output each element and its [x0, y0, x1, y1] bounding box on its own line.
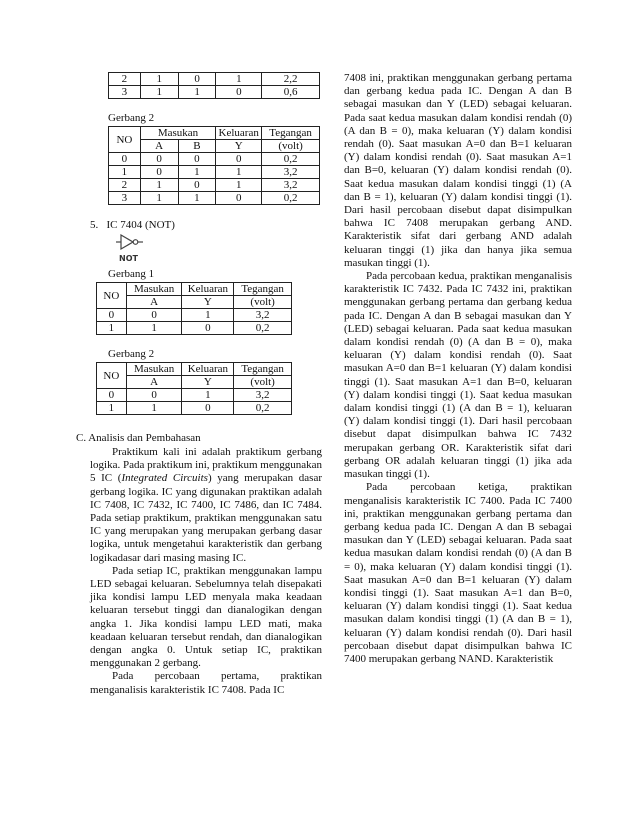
- table-row: [109, 153, 320, 166]
- not-gerbang1-table: [96, 282, 292, 335]
- table-cell: 3,2: [234, 389, 292, 402]
- header-no: NO: [109, 127, 141, 153]
- header-y: Y: [216, 140, 262, 153]
- right-paragraph-3: Pada percobaan ketiga, praktikan menganalisis karakteristik IC 7400. Pada IC 7400 ini, praktikan menggunakan gerbang pertama dan gerbang kedua pada IC. Dengan A dan B sebagai masukan dan Y (LED) sebagai keluaran. Pada saat kedua masukan dalam kondisi rendah (0) (A dan B = 0), maka keluaran (Y) dalam kondisi tinggi (1). Saat masukan A=0 dan B=1 keluaran (Y) dalam kondisi tinggi (1). Saat masukan A=1 dan B=0, keluaran (Y) dalam kondisi tinggi (1). Saat kedua masukan dalam kondisi tinggi (1) (A dan B = 1), keluaran (Y) dalam kondisi rendah (0). Dari hasil percobaan disebut dapat disimpulkan bahwa IC 7400 merupakan gerbang NAND. Karakteristik: [344, 481, 572, 665]
- table-cell: 1: [178, 192, 216, 205]
- table-row: [109, 179, 320, 192]
- table-cell: 0,2: [234, 322, 292, 335]
- table-cell: 2,2: [262, 73, 320, 86]
- table-header-row: [97, 296, 292, 309]
- header-no: NO: [97, 283, 127, 309]
- header-volt: (volt): [262, 140, 320, 153]
- header-volt: (volt): [234, 376, 292, 389]
- table-cell: 1: [182, 389, 234, 402]
- table-cell: 0: [216, 153, 262, 166]
- table-cell: 1: [178, 166, 216, 179]
- table-cell: 0: [140, 153, 178, 166]
- header-no: NO: [97, 363, 127, 389]
- table-header-row: [97, 363, 292, 376]
- and-gerbang1-table-continued: [108, 72, 320, 99]
- table-cell: 1: [97, 322, 127, 335]
- table-cell: 1: [140, 192, 178, 205]
- table-cell: 1: [178, 86, 216, 99]
- not-gerbang2-table: [96, 362, 292, 415]
- table-row: [109, 73, 320, 86]
- table-header-row: [109, 140, 320, 153]
- table-header-row: [97, 376, 292, 389]
- paragraph-italic-term: Integrated Circuits: [121, 472, 208, 485]
- header-volt: (volt): [234, 296, 292, 309]
- section-c-paragraph-3: Pada percobaan pertama, praktikan menganalisis karakteristik IC 7408. Pada IC: [90, 670, 322, 696]
- header-tegangan: Tegangan: [234, 283, 292, 296]
- header-masukan: Masukan: [126, 363, 182, 376]
- table-cell: 1: [216, 73, 262, 86]
- table-cell: 3,2: [262, 166, 320, 179]
- not-gate-icon: [116, 234, 144, 254]
- table-row: [109, 86, 320, 99]
- header-keluaran: Keluaran: [182, 363, 234, 376]
- header-masukan: Masukan: [126, 283, 182, 296]
- not-section-heading: 5. IC 7404 (NOT): [90, 219, 175, 231]
- header-a: A: [126, 296, 182, 309]
- table-cell: 1: [216, 166, 262, 179]
- table-cell: 1: [216, 179, 262, 192]
- table-cell: 0: [182, 402, 234, 415]
- table-cell: 1: [126, 322, 182, 335]
- paragraph-text: Praktikum kali ini adalah praktikum gerbang logika. Pada praktikum ini, praktikum menggunakan 5 IC (: [90, 446, 322, 485]
- section-c-body: [76, 446, 322, 697]
- not-gate-figure: [76, 234, 322, 268]
- header-tegangan: Tegangan: [234, 363, 292, 376]
- section-c-paragraph-2: Pada setiap IC, praktikan menggunakan lampu LED sebagai keluaran. Sebelumnya telah disepakati jika kondisi lampu LED menyala maka keadaan keluaran tersebut tinggi dan dianalogikan dengan angka 1. Jika kondisi lampu LED mati, maka keadaan keluaran tersebut rendah, dan dianalogikan dengan angka 0. Untuk setiap IC, praktikan menggunakan 2 gerbang.: [90, 564, 322, 670]
- right-paragraph-2: Pada percobaan kedua, praktikan menganalisis karakteristik IC 7432. Pada IC 7432 ini, praktikan menggunakan gerbang pertama dan gerbang kedua pada IC. Dengan A dan B sebagai masukan dan Y (LED) sebagai keluaran. Pada saat kedua masukan dalam kondisi rendah (0) (A dan B = 0), maka keluaran (Y) dalam kondisi rendah (0). Saat masukan A=0 dan B=1 keluaran (Y) dalam kondisi tinggi (1). Saat masukan A=1 dan B=0, keluaran (Y) dalam kondisi tinggi (1). Saat kedua masukan dalam kondisi tinggi (1) (A dan B = 1), keluaran (Y) dalam kondisi tinggi (1). Dari hasil percobaan disebut dapat disimpulkan bahwa IC 7432 merupakan gerbang OR. Karakteristik sifat dari gerbang OR adalah keluaran tinggi (1) jika ada masukan tinggi (1).: [344, 270, 572, 481]
- table-cell: 1: [140, 73, 178, 86]
- table-cell: 0,2: [262, 153, 320, 166]
- left-column: [76, 72, 322, 697]
- and-gerbang2-table: [108, 126, 320, 205]
- table-cell: 3,2: [262, 179, 320, 192]
- not-gerbang1-caption: Gerbang 1: [108, 268, 155, 280]
- table-cell: 0: [182, 322, 234, 335]
- table-cell: 3: [109, 192, 141, 205]
- table-cell: 0: [126, 309, 182, 322]
- header-keluaran: Keluaran: [216, 127, 262, 140]
- table-cell: 1: [126, 402, 182, 415]
- header-keluaran: Keluaran: [182, 283, 234, 296]
- table-cell: 1: [97, 402, 127, 415]
- table-cell: 2: [109, 73, 141, 86]
- section-c-paragraph-1: [90, 446, 322, 565]
- table-row: [109, 192, 320, 205]
- table-cell: 2: [109, 179, 141, 192]
- table-cell: 3: [109, 86, 141, 99]
- table-cell: 1: [182, 309, 234, 322]
- not-gate-label: NOT: [119, 254, 138, 263]
- table-cell: 0: [97, 389, 127, 402]
- not-gerbang2-caption: Gerbang 2: [108, 348, 155, 360]
- right-column: [344, 72, 572, 666]
- table-cell: 0: [216, 192, 262, 205]
- table-row: [97, 389, 292, 402]
- header-tegangan: Tegangan: [262, 127, 320, 140]
- table-header-row: [97, 283, 292, 296]
- table-cell: 0: [178, 153, 216, 166]
- table-row: [97, 309, 292, 322]
- table-cell: 0,2: [234, 402, 292, 415]
- table-cell: 0: [216, 86, 262, 99]
- table-row: [97, 402, 292, 415]
- table-cell: 0: [178, 179, 216, 192]
- table-row: [109, 166, 320, 179]
- table-cell: 0,2: [262, 192, 320, 205]
- header-b: B: [178, 140, 216, 153]
- table-cell: 0: [178, 73, 216, 86]
- header-y: Y: [182, 376, 234, 389]
- table-cell: 1: [109, 166, 141, 179]
- table-cell: 0: [97, 309, 127, 322]
- table-cell: 0,6: [262, 86, 320, 99]
- table-cell: 0: [140, 166, 178, 179]
- paragraph-text: ) yang merupakan dasar gerbang logika. IC yang digunakan praktikan adalah IC 7408, IC 7432, IC 7400, IC 7486, dan IC 7484. Pada setiap praktikum, praktikan menggunakan satu IC yang merupakan yang merupakan gerbang dasar logika, untuk mengetahui karakteristik dan gerbang logikadasar dari masing masing IC.: [90, 472, 322, 564]
- right-paragraph-1: 7408 ini, praktikan menggunakan gerbang pertama dan gerbang kedua pada IC. Dengan A dan B sebagai masukan dan Y (LED) sebagai keluaran. Pada saat kedua masukan dalam kondisi rendah (0) (A dan B = 0), maka keluaran (Y) dalam kondisi rendah (0). Saat masukan A=0 dan B=1 keluaran (Y) dalam kondisi rendah (0). Saat masukan A=1 dan B=0, keluaran (Y) dalam kondisi rendah (0). Saat kedua masukan dalam kondisi tinggi (1) (A dan B = 1), keluaran (Y) dalam kondisi tinggi (1). Dari hasil percobaan disebut dapat disimpulkan bahwa IC 7408 merupakan gerbang AND. Karakteristik sifat dari gerbang AND adalah keluaran tinggi (1) jika dan hanya jika semua masukan tinggi (1).: [344, 72, 572, 269]
- section-c-heading: C. Analisis dan Pembahasan: [76, 432, 201, 444]
- table-cell: 3,2: [234, 309, 292, 322]
- header-y: Y: [182, 296, 234, 309]
- table-header-row: [109, 127, 320, 140]
- and-gerbang2-caption: Gerbang 2: [108, 112, 155, 124]
- table-cell: 1: [140, 179, 178, 192]
- header-masukan: Masukan: [140, 127, 215, 140]
- header-a: A: [126, 376, 182, 389]
- table-cell: 0: [109, 153, 141, 166]
- table-cell: 1: [140, 86, 178, 99]
- table-cell: 0: [126, 389, 182, 402]
- header-a: A: [140, 140, 178, 153]
- table-row: [97, 322, 292, 335]
